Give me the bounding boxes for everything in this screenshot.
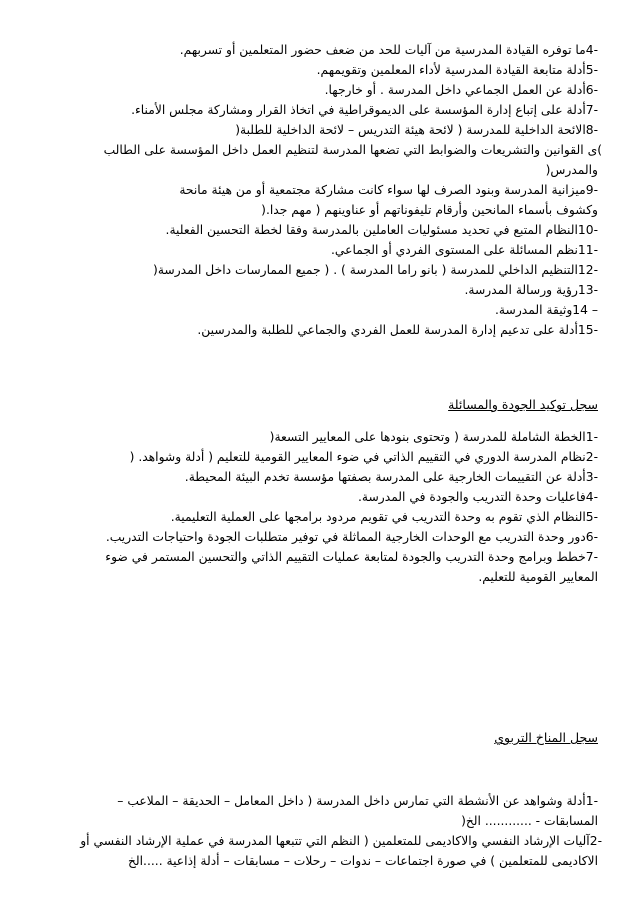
list-item: -3أدلة عن التقييمات الخارجية على المدرسة بصفتها مؤسسة تخدم البيئة المحيطة. [184,470,598,484]
list-item: -5أدلة متابعة القيادة المدرسية لأداء المعلمين وتقويمهم. [316,63,598,77]
list-item: -4فاعليات وحدة التدريب والجودة في المدرسة. [358,490,598,504]
list-item: -11نظم المسائلة على المستوى الفردي أو الجماعي. [331,243,598,257]
list-item: -8الائحة الداخلية للمدرسة ( لائحة هيئة التدريس – لائحة الداخلية للطلبة( [235,123,598,137]
list-item: -7أدلة على إتباع إدارة المؤسسة على الديموقراطية في اتخاذ القرار ومشاركة مجلس الأمناء. [131,103,598,117]
list-item: -5النظام الذي تقوم به وحدة التدريب في تقويم مردود برامجها على العملية التعليمية. [170,510,598,524]
list-item: -6دور وحدة التدريب مع الوحدات الخارجية المماثلة في توفير متطلبات الجودة واحتياجات التدريب. [105,530,598,544]
list-item: الاكاديمى للمتعلمين ) في صورة اجتماعات – ندوات – رحلات – مسابقات – أدلة إذاعية .....الخ [127,854,598,868]
list-item: -2نظام المدرسة الدوري في التقييم الذاتي في ضوء المعايير القومية للتعليم ( أدلة وشواهد. ( [129,450,598,464]
list-item: )ى القوانين والتشريعات والضوابط التي تضعها المدرسة لتنظيم العمل داخل المؤسسة على الطالب [103,143,602,157]
list-item: -1أدلة وشواهد عن الأنشطة التي تمارس داخل المدرسة ( داخل المعامل – الحديقة – الملاعب – [117,794,598,808]
list-item: -1الخطة الشاملة للمدرسة ( وتحتوى بنودها على المعايير التسعة( [269,430,598,444]
records-list-educational-climate [30,791,602,871]
list-item: – 14وثيقة المدرسة. [495,303,598,317]
list-item: -2آليات الإرشاد النفسي والاكاديمى للمتعلمين ( النظم التي تتبعها المدرسة في عملية الإرشاد النفسي أو [80,834,602,848]
section-heading-educational-climate: سجل المناخ التربوي [494,730,598,745]
list-item: -12التنظيم الداخلي للمدرسة ( بانو راما المدرسة ) . ( جميع الممارسات داخل المدرسة( [153,263,598,277]
list-item: -15أدلة على تدعيم إدارة المدرسة للعمل الفردي والجماعي للطلبة والمدرسين. [197,323,598,337]
list-item: -9ميزانية المدرسة وبنود الصرف لها سواء كانت مشاركة مجتمعية أو من هيئة مانحة [179,183,598,197]
section-heading-quality-assurance: سجل توكيد الجودة والمسائلة [448,397,598,412]
list-item: وكشوف بأسماء المانحين وأرقام تليفوناتهم أو عناوينهم ( مهم جدا.( [261,203,598,217]
list-item: المعايير القومية للتعليم. [478,570,598,584]
list-item: والمدرس( [545,163,598,177]
records-list-school-leadership [30,40,602,340]
list-item: -7خطط وبرامج وحدة التدريب والجودة لمتابعة عمليات التقييم الذاتي والتحسين المستمر في ضوء [105,550,598,564]
list-item: -4ما توفره القيادة المدرسية من آليات للحد من ضعف حضور المتعلمين أو تسربهم. [179,43,598,57]
list-item: -10النظام المتبع في تحديد مسئوليات العاملين بالمدرسة وفقا لخطة التحسين الفعلية. [165,223,598,237]
list-item: -6أدلة عن العمل الجماعي داخل المدرسة . أو خارجها. [324,83,598,97]
list-item: المسابقات - ............ الخ( [461,814,598,828]
list-item: -13رؤية ورسالة المدرسة. [464,283,598,297]
records-list-quality-assurance [30,427,598,587]
